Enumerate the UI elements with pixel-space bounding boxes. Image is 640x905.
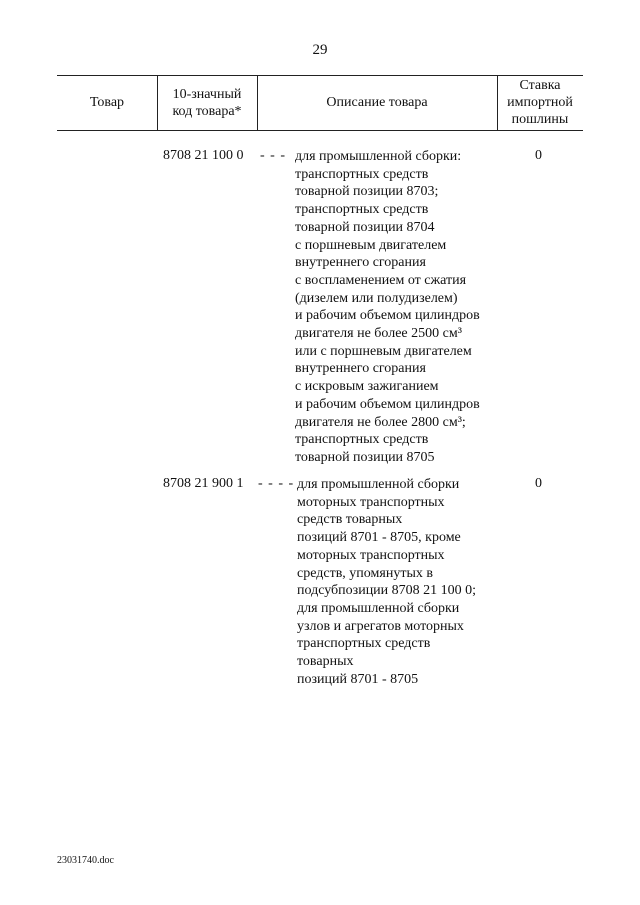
description-line: двигателя не более 2800 см³; xyxy=(295,414,466,430)
description-line: для промышленной сборки: xyxy=(295,149,462,164)
description-line: позиций 8701 - 8705 xyxy=(297,671,419,687)
description-line: для промышленной сборки xyxy=(297,477,460,492)
header-code: 10-значный код товара* xyxy=(172,86,242,119)
header-description: Описание товара xyxy=(326,95,428,110)
table-header-bottom-rule xyxy=(57,130,583,131)
description-line: товарной позиции 8705 xyxy=(295,449,435,465)
description-line: моторных транспортных xyxy=(297,494,445,510)
description-line: транспортных средств xyxy=(297,636,431,652)
description-line: внутреннего сгорания xyxy=(295,361,426,377)
description-line: товарной позиции 8704 xyxy=(295,219,435,235)
description-line: позиций 8701 - 8705, кроме xyxy=(297,530,461,546)
description-line: средств товарных xyxy=(297,512,403,528)
description-line: средств, упомянутых в xyxy=(297,565,433,581)
row-2-description xyxy=(297,476,476,688)
description-line: узлов и агрегатов моторных xyxy=(297,618,464,634)
row-2-rate: 0 xyxy=(535,476,542,491)
row-2-dashes: - - - - xyxy=(258,476,295,491)
description-line: товарной позиции 8703; xyxy=(295,184,439,200)
row-1-dashes: - - - xyxy=(260,148,286,163)
description-line: транспортных средств xyxy=(295,432,429,448)
row-1-rate: 0 xyxy=(535,148,542,163)
description-line: с воспламенением от сжатия xyxy=(295,272,467,288)
description-line: для промышленной сборки xyxy=(297,600,460,616)
header-product: Товар xyxy=(89,95,125,110)
row-1-code: 8708 21 100 0 xyxy=(163,148,244,163)
description-line: (дизелем или полудизелем) xyxy=(295,290,458,306)
header-duty: Ставка импортной пошлины xyxy=(507,78,573,127)
page-number: 29 xyxy=(312,42,328,58)
description-line: или с поршневым двигателем xyxy=(295,343,472,359)
description-line: товарных xyxy=(297,654,354,670)
row-1-description xyxy=(295,148,480,467)
description-line: и рабочим объемом цилиндров xyxy=(295,308,480,324)
description-line: внутреннего сгорания xyxy=(295,255,426,271)
description-line: и рабочим объемом цилиндров xyxy=(295,396,480,412)
description-line: с поршневым двигателем xyxy=(295,237,447,253)
row-2-code: 8708 21 900 1 xyxy=(163,476,244,491)
description-line: транспортных средств xyxy=(295,166,429,182)
description-line: подсубпозиции 8708 21 100 0; xyxy=(297,583,477,599)
description-line: моторных транспортных xyxy=(297,547,445,563)
description-line: с искровым зажиганием xyxy=(295,379,439,395)
description-line: транспортных средств xyxy=(295,202,429,218)
footer-filename: 23031740.doc xyxy=(57,855,114,866)
description-line: двигателя не более 2500 см³ xyxy=(295,326,462,342)
